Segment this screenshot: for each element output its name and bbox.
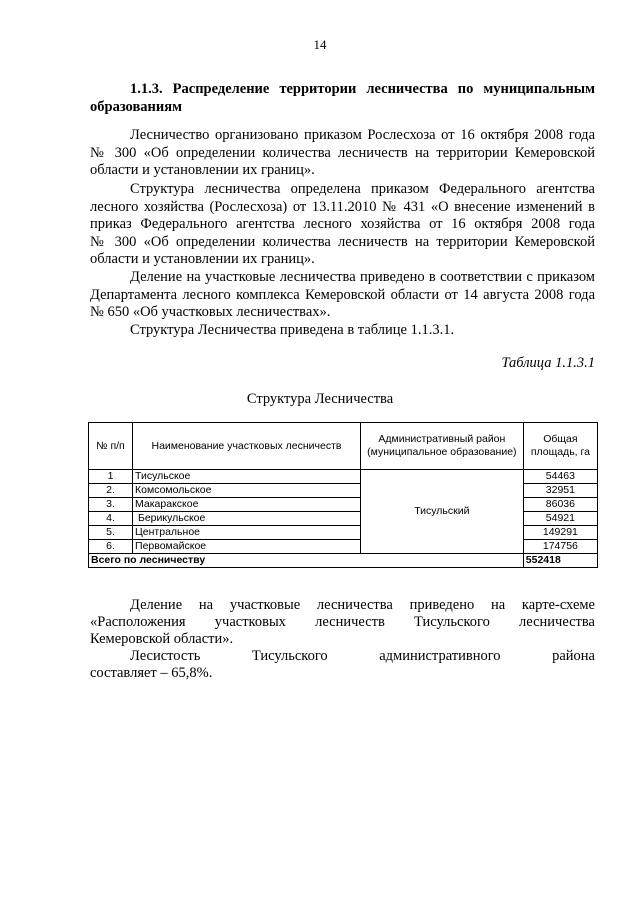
paragraph-line: Кемеровской области». (90, 631, 234, 647)
paragraph-line: приказ Федерального агентства лесного хозяйства от 16 октября 2008 года (90, 216, 595, 232)
paragraph-line: области и установлении их границ». (90, 251, 315, 267)
row-area: 54921 (523, 512, 597, 526)
table-header-row (89, 423, 598, 470)
paragraph-line: Структура лесничества определена приказом Федерального агентства (130, 181, 595, 197)
header-district: Административный район (муниципальное образование) (360, 423, 523, 470)
table-caption: Таблица 1.1.3.1 (501, 355, 595, 371)
row-name: Берикульское (133, 512, 361, 526)
section-heading (90, 80, 595, 116)
paragraph-line: области и установлении их границ». (90, 162, 315, 178)
table-row (89, 470, 598, 484)
district-cell: Тисульский (360, 470, 523, 554)
paragraph-3 (90, 269, 595, 322)
row-num: 4. (89, 512, 133, 526)
row-name: Центральное (133, 526, 361, 540)
row-name: Макаракское (133, 498, 361, 512)
section-heading-line-2: образованиям (90, 99, 182, 115)
paragraph-line: Структура Лесничества приведена в таблице 1.1.3.1. (130, 322, 455, 338)
header-name: Наименование участковых лесничеств (133, 423, 361, 470)
structure-table (88, 422, 598, 568)
total-label: Всего по лесничеству (89, 554, 524, 568)
section-heading-line-1: 1.1.3. Распределение территории лесничества по муниципальным (130, 81, 595, 97)
paragraph-line: лесного хозяйства (Рослесхоза) от 13.11.2010 № 431 «О внесение изменений в (90, 198, 595, 215)
paragraph-line: № 300 «Об определении количества лесничеств на территории Кемеровской (90, 144, 595, 161)
table-total-row (89, 554, 598, 568)
page-number: 14 (313, 37, 327, 52)
paragraph-line: Лесничество организовано приказом Рослесхоза от 16 октября 2008 года (130, 127, 595, 143)
row-area: 32951 (523, 484, 597, 498)
paragraph-line: Департамента лесного комплекса Кемеровской области от 14 августа 2008 года (90, 286, 595, 303)
table-title: Структура Лесничества (246, 391, 394, 407)
paragraph-4 (90, 322, 595, 340)
paragraph-line: Деление на участковые лесничества приведено в соответствии с приказом (130, 269, 595, 285)
row-area: 149291 (523, 526, 597, 540)
paragraph-line: составляет – 65,8%. (90, 665, 213, 681)
row-num: 5. (89, 526, 133, 540)
paragraph-line: Деление на участковые лесничества приведено на карте-схеме (130, 597, 595, 613)
row-num: 1 (89, 470, 133, 484)
row-num: 3. (89, 498, 133, 512)
post-table-text (90, 597, 595, 682)
row-name: Первомайское (133, 540, 361, 554)
header-num: № п/п (89, 423, 133, 470)
total-area: 552418 (523, 554, 597, 568)
row-name: Тисульское (133, 470, 361, 484)
paragraph-line: № 650 «Об участковых лесничествах». (90, 304, 331, 320)
row-area: 86036 (523, 498, 597, 512)
paragraph-1 (90, 127, 595, 180)
paragraph-2 (90, 181, 595, 269)
paragraph-line: Лесистость Тисульского административного района (130, 648, 595, 664)
row-area: 54463 (523, 470, 597, 484)
row-area: 174756 (523, 540, 597, 554)
row-name: Комсомольское (133, 484, 361, 498)
paragraph-line: «Расположения участковых лесничеств Тисульского лесничества (90, 614, 595, 630)
row-num: 2. (89, 484, 133, 498)
header-area: Общая площадь, га (523, 423, 597, 470)
paragraph-line: № 300 «Об определении количества лесничеств на территории Кемеровской (90, 233, 595, 250)
row-num: 6. (89, 540, 133, 554)
